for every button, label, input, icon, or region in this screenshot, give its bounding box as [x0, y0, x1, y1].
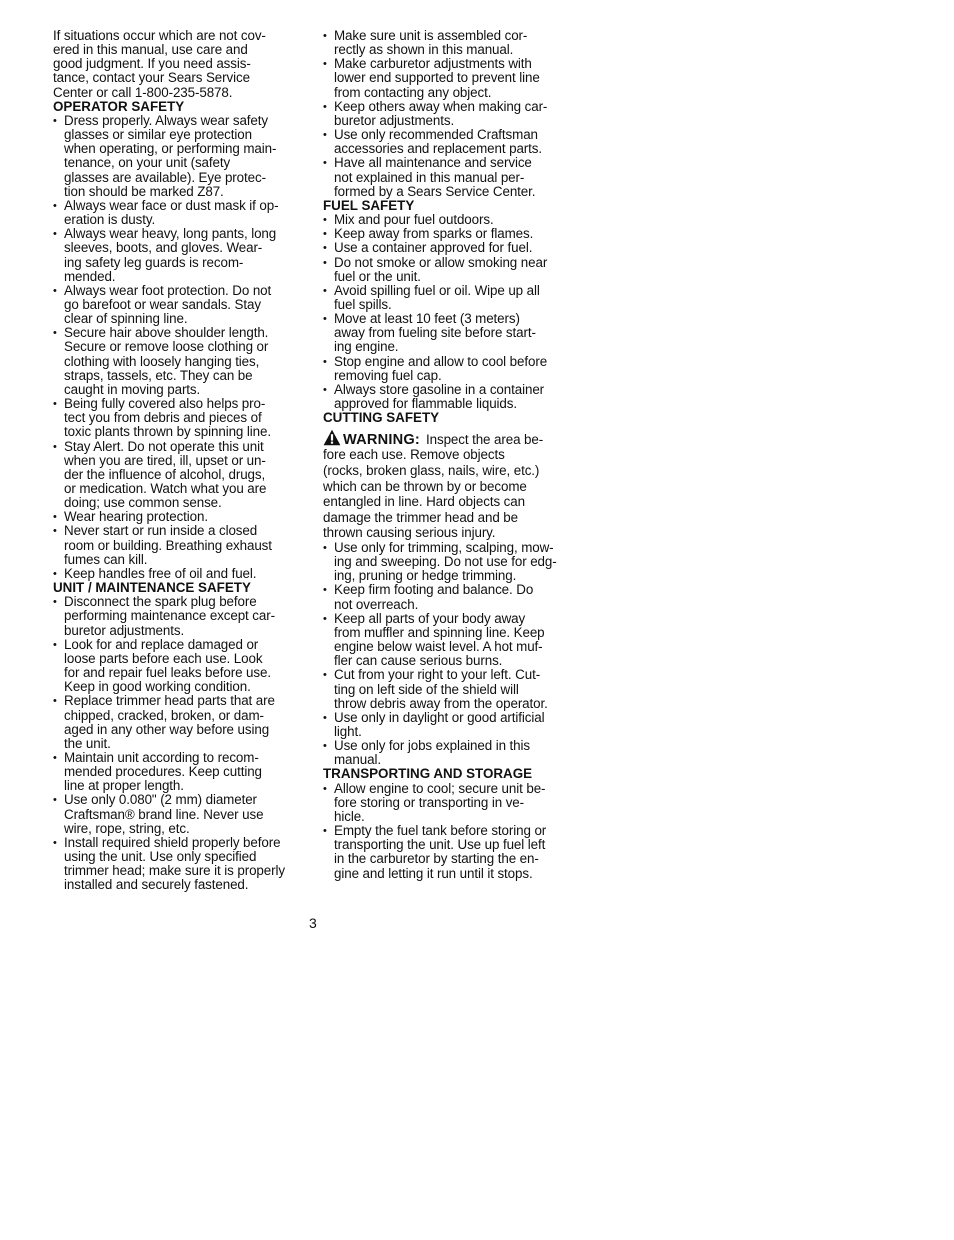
- text-line: ting on left side of the shield will: [334, 681, 519, 697]
- list-item: [323, 541, 578, 583]
- unit-maintenance-safety-list: [53, 595, 308, 892]
- warning-text: [323, 447, 578, 541]
- text-line: • Dress properly. Always wear safety: [64, 112, 268, 128]
- operator-safety-list: [53, 114, 308, 581]
- text-line: • Maintain unit according to recom-: [64, 749, 259, 765]
- list-item: [323, 100, 578, 128]
- text-line: manual.: [334, 752, 381, 768]
- text-line: • Cut from your right to your left. Cut-: [334, 667, 541, 683]
- list-item: [53, 199, 308, 227]
- text-line: fler can cause serious burns.: [334, 653, 503, 669]
- text-line: • Keep firm footing and balance. Do: [334, 582, 534, 598]
- text-line: • Always store gasoline in a container: [334, 381, 545, 397]
- text-line: transporting the unit. Use up fuel left: [334, 837, 546, 853]
- text-line: Secure or remove loose clothing or: [64, 339, 269, 355]
- list-item: [53, 284, 308, 326]
- text-line: • Look for and replace damaged or: [64, 636, 259, 652]
- list-item: [53, 440, 308, 511]
- list-item: [323, 383, 578, 411]
- text-line: • Keep all parts of your body away: [334, 610, 526, 626]
- unit-maintenance-safety-list-continued: [323, 29, 578, 199]
- text-line: light.: [334, 723, 362, 739]
- text-line: ered in this manual, use care and: [53, 42, 248, 58]
- list-item: [323, 256, 578, 284]
- text-line: aged in any other way before using: [64, 721, 270, 737]
- text-line: • Move at least 10 feet (3 meters): [334, 311, 520, 327]
- text-line: fuel spills.: [334, 296, 392, 312]
- text-line: • Never start or run inside a closed: [64, 523, 258, 539]
- text-line: clear of spinning line.: [64, 311, 188, 327]
- text-line: • Mix and pour fuel outdoors.: [334, 212, 494, 228]
- text-line: • Use only 0.080" (2 mm) diameter: [64, 792, 257, 808]
- text-line: glasses or similar eye protection: [64, 127, 252, 143]
- text-line: toxic plants thrown by spinning line.: [64, 424, 271, 440]
- text-line: performing maintenance except car-: [64, 608, 275, 624]
- list-item: [323, 824, 578, 881]
- text-line: the unit.: [64, 735, 111, 751]
- list-item: [323, 612, 578, 669]
- operator-safety-heading: OPERATOR SAFETY: [53, 98, 185, 114]
- text-line: • Use only for jobs explained in this: [334, 738, 530, 754]
- text-line: • Allow engine to cool; secure unit be-: [334, 780, 546, 796]
- text-line: Craftsman® brand line. Never use: [64, 806, 264, 822]
- unit-maintenance-safety-heading: UNIT / MAINTENANCE SAFETY: [53, 580, 251, 596]
- text-line: • Disconnect the spark plug before: [64, 594, 257, 610]
- list-item: [323, 312, 578, 354]
- text-line: tenance, on your unit (safety: [64, 155, 231, 171]
- text-line: der the influence of alcohol, drugs,: [64, 466, 266, 482]
- text-line: • Make carburetor adjustments with: [334, 56, 532, 72]
- warning-block: [323, 429, 578, 541]
- text-line: formed by a Sears Service Center.: [334, 183, 536, 199]
- text-line: ing, pruning or hedge trimming.: [334, 568, 517, 584]
- list-item: [53, 836, 308, 893]
- warning-first-line: [323, 429, 578, 447]
- warning-triangle-icon: [323, 429, 341, 446]
- text-line: • Keep away from sparks or flames.: [334, 226, 534, 242]
- text-line: • Always wear heavy, long pants, long: [64, 226, 277, 242]
- text-line: tect you from debris and pieces of: [64, 410, 262, 426]
- text-line: engine below waist level. A hot muf-: [334, 639, 543, 655]
- text-line: • Always wear foot protection. Do not: [64, 282, 272, 298]
- fuel-safety-heading: FUEL SAFETY: [323, 197, 415, 213]
- text-line: ing and sweeping. Do not use for edg-: [334, 554, 557, 570]
- cutting-safety-list: [323, 541, 578, 768]
- text-line: • Use only for trimming, scalping, mow-: [334, 539, 554, 555]
- text-line: buretor adjustments.: [334, 112, 455, 128]
- text-line: lower end supported to prevent line: [334, 70, 540, 86]
- text-line: • Do not smoke or allow smoking near: [334, 254, 548, 270]
- text-line: removing fuel cap.: [334, 367, 442, 383]
- list-item: [323, 227, 578, 241]
- text-line: fore storing or transporting in ve-: [334, 794, 525, 810]
- list-item: [323, 782, 578, 824]
- text-line: • Keep handles free of oil and fuel.: [64, 565, 257, 581]
- list-item: [323, 668, 578, 710]
- list-item: [53, 326, 308, 397]
- text-line: line at proper length.: [64, 778, 184, 794]
- list-item: [53, 510, 308, 524]
- text-line: for and repair fuel leaks before use.: [64, 665, 271, 681]
- text-line: chipped, cracked, broken, or dam-: [64, 707, 264, 723]
- list-item: [53, 567, 308, 581]
- text-line: tance, contact your Sears Service: [53, 70, 250, 86]
- text-line: fore each use. Remove objects: [323, 447, 505, 463]
- text-line: away from fueling site before start-: [334, 325, 536, 341]
- text-line: using the unit. Use only specified: [64, 849, 257, 865]
- text-line: doing; use common sense.: [64, 495, 222, 511]
- text-line: ing engine.: [334, 339, 399, 355]
- text-line: • Use only recommended Craftsman: [334, 127, 538, 143]
- list-item: [53, 397, 308, 439]
- text-line: in the carburetor by starting the en-: [334, 851, 539, 867]
- list-item: [323, 583, 578, 611]
- text-line: Keep in good working condition.: [64, 679, 251, 695]
- text-line: buretor adjustments.: [64, 622, 185, 638]
- text-line: tion should be marked Z87.: [64, 183, 224, 199]
- text-line: mended.: [64, 268, 116, 284]
- text-line: loose parts before each use. Look: [64, 650, 263, 666]
- text-line: eration is dusty.: [64, 212, 156, 228]
- list-item: [53, 595, 308, 637]
- intro-paragraph: [53, 29, 308, 100]
- list-item: [323, 711, 578, 739]
- warning-label: WARNING:: [343, 432, 420, 449]
- text-line: • Have all maintenance and service: [334, 155, 532, 171]
- text-line: throw debris away from the operator.: [334, 695, 548, 711]
- text-line: • Wear hearing protection.: [64, 509, 208, 525]
- page-number: 3: [309, 915, 317, 931]
- text-line: hicle.: [334, 808, 365, 824]
- text-line: rectly as shown in this manual.: [334, 42, 514, 58]
- text-line: thrown causing serious injury.: [323, 525, 496, 541]
- text-line: wire, rope, string, etc.: [64, 820, 190, 836]
- text-line: • Avoid spilling fuel or oil. Wipe up all: [334, 282, 540, 298]
- text-line: when you are tired, ill, upset or un-: [64, 452, 266, 468]
- text-line: ing safety leg guards is recom-: [64, 254, 244, 270]
- text-line: • Install required shield properly before: [64, 834, 281, 850]
- text-line: straps, tassels, etc. They can be: [64, 367, 253, 383]
- text-line: not explained in this manual per-: [334, 169, 525, 185]
- list-item: [53, 227, 308, 284]
- right-column: [323, 29, 578, 881]
- text-line: • Secure hair above shoulder length.: [64, 325, 269, 341]
- text-line: fumes can kill.: [64, 551, 148, 567]
- text-line: If situations occur which are not cov-: [53, 28, 266, 43]
- text-line: • Make sure unit is assembled cor-: [334, 28, 528, 43]
- text-line: entangled in line. Hard objects can: [323, 494, 525, 510]
- text-line: damage the trimmer head and be: [323, 509, 519, 525]
- text-line: sleeves, boots, and gloves. Wear-: [64, 240, 263, 256]
- text-line: • Being fully covered also helps pro-: [64, 396, 266, 412]
- text-line: from contacting any object.: [334, 84, 492, 100]
- text-line: (rocks, broken glass, nails, wire, etc.): [323, 462, 540, 478]
- text-line: when operating, or performing main-: [64, 141, 277, 157]
- text-line: room or building. Breathing exhaust: [64, 537, 272, 553]
- text-line: gine and letting it run until it stops.: [334, 865, 533, 881]
- text-line: clothing with loosely hanging ties,: [64, 353, 260, 369]
- text-line: accessories and replacement parts.: [334, 141, 542, 157]
- text-line: • Stop engine and allow to cool before: [334, 353, 548, 369]
- list-item: [53, 793, 308, 835]
- text-line: not overreach.: [334, 596, 419, 612]
- text-line: • Replace trimmer head parts that are: [64, 693, 275, 709]
- list-item: [53, 524, 308, 566]
- text-line: • Always wear face or dust mask if op-: [64, 197, 279, 213]
- cutting-safety-heading: CUTTING SAFETY: [323, 410, 440, 426]
- text-line: trimmer head; make sure it is properly: [64, 863, 285, 879]
- list-item: [323, 213, 578, 227]
- list-item: [323, 284, 578, 312]
- list-item: [323, 128, 578, 156]
- text-line: Center or call 1-800-235-5878.: [53, 84, 233, 100]
- text-line: • Use a container approved for fuel.: [334, 240, 533, 256]
- text-line: • Use only in daylight or good artificial: [334, 709, 545, 725]
- text-line: installed and securely fastened.: [64, 877, 249, 893]
- text-line: which can be thrown by or become: [323, 478, 527, 494]
- text-line: from muffler and spinning line. Keep: [334, 624, 545, 640]
- list-item: [323, 29, 578, 57]
- list-item: [323, 241, 578, 255]
- text-line: approved for flammable liquids.: [334, 396, 517, 412]
- list-item: [323, 156, 578, 198]
- list-item: [323, 57, 578, 99]
- text-line: or medication. Watch what you are: [64, 481, 267, 496]
- text-line: • Keep others away when making car-: [334, 98, 548, 114]
- text-line: caught in moving parts.: [64, 381, 201, 397]
- text-line: • Stay Alert. Do not operate this unit: [64, 438, 264, 454]
- list-item: [53, 694, 308, 751]
- text-line: glasses are available). Eye protec-: [64, 169, 266, 185]
- transporting-storage-heading: TRANSPORTING AND STORAGE: [323, 766, 533, 782]
- list-item: [53, 638, 308, 695]
- left-column: [53, 29, 308, 893]
- list-item: [53, 114, 308, 199]
- text-line: go barefoot or wear sandals. Stay: [64, 296, 261, 312]
- list-item: [323, 739, 578, 767]
- fuel-safety-list: [323, 213, 578, 411]
- list-item: [53, 751, 308, 793]
- transporting-storage-list: [323, 782, 578, 881]
- warning-text-first: Inspect the area be-: [426, 432, 544, 448]
- list-item: [323, 355, 578, 383]
- text-line: good judgment. If you need assis-: [53, 56, 251, 72]
- text-line: mended procedures. Keep cutting: [64, 764, 262, 780]
- text-line: • Empty the fuel tank before storing or: [334, 823, 547, 839]
- text-line: fuel or the unit.: [334, 268, 421, 284]
